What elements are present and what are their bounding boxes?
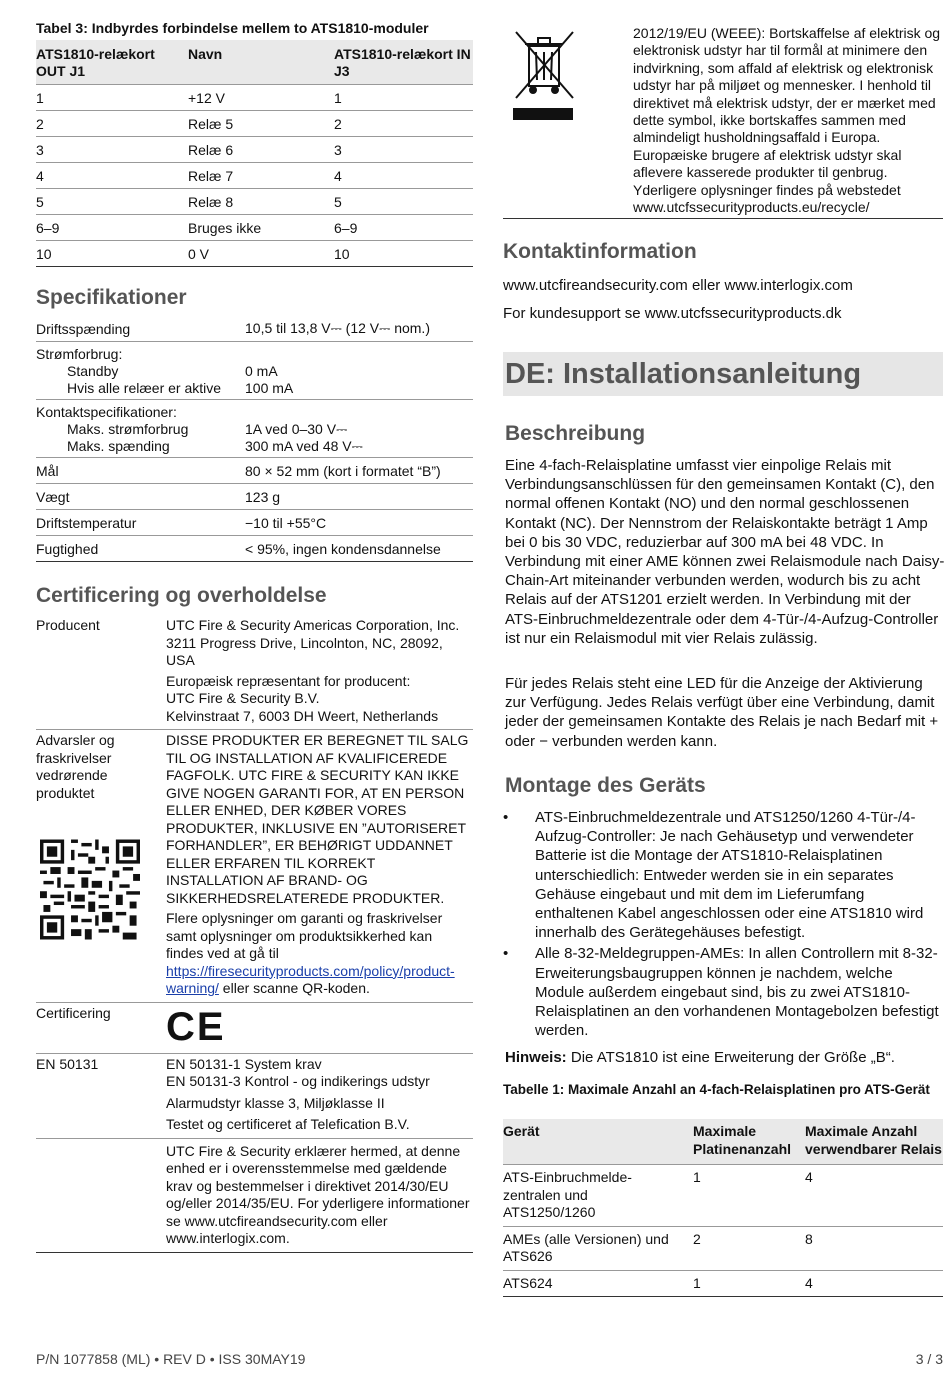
spec-row (36, 316, 473, 342)
weee-block (503, 20, 943, 219)
spec-value: 10,5 til 13,8 V⎓ (12 V⎓ nom.) (245, 320, 430, 336)
list-item-text: Alle 8-32-Meldegruppen-AMEs: In allen Controllern mit 8-32-Erweiterungsbaugruppen können je nachdem, welche Module außerdem eingebaut sind, bis zu zwei ATS1810-Relaisplatinen an den vorhandenen Montagebolzen befestigt werden. (535, 945, 939, 1040)
spec-row (36, 484, 473, 510)
table-cell: 4 (334, 163, 473, 189)
spec-value: < 95%, ingen kondensdannelse (245, 540, 441, 557)
table1-header: Maximale Platinenanzahl (693, 1119, 805, 1165)
producer-address: UTC Fire & Security Americas Corporation, Inc. 3211 Progress Drive, Lincolnton, NC, 28092, USA (166, 617, 460, 668)
cert-label: Certificering (36, 1004, 111, 1021)
specs-table (36, 316, 473, 562)
table-cell: ATS624 (503, 1270, 693, 1297)
de-title-band (503, 352, 943, 396)
table-row (36, 85, 473, 111)
table-cell: 8 (805, 1226, 943, 1270)
cert-label: EN 50131 (36, 1055, 99, 1072)
table-cell: 3 (36, 137, 188, 163)
contact-heading: Kontaktinformation (503, 240, 697, 263)
eu-rep-address: Kelvinstraat 7, 6003 DH Weert, Netherlands (166, 707, 439, 724)
table-row (36, 111, 473, 137)
spec-label: Driftsspænding (36, 320, 131, 337)
specs-heading: Specifikationer (36, 286, 187, 309)
spec-row (36, 458, 473, 484)
spec-label: Maks. strømforbrug (67, 421, 189, 437)
product-warning-link[interactable]: https://firesecurityproducts.com/policy/product-warning/ (166, 962, 455, 996)
spec-value: 123 g (245, 488, 281, 505)
table-cell: 2 (36, 111, 188, 137)
spec-label: Mål (36, 462, 59, 479)
table-cell: ATS-Einbruchmelde-zentralen und ATS1250/1260 (503, 1165, 693, 1227)
contact-support: For kundesupport se www.utcfssecurityproducts.dk (503, 305, 842, 322)
spec-label: Maks. spænding (67, 438, 170, 454)
table-cell: 5 (334, 189, 473, 215)
contact-websites: www.utcfireandsecurity.com eller www.interlogix.com (503, 277, 853, 294)
spec-label: Kontaktspecifikationer: (36, 404, 177, 420)
weee-text: 2012/19/EU (WEEE): Bortskaffelse af elektrisk og elektronisk udstyr har til formål at minimere den indvirkning, som affald af elektrisk og elektronisk udstyr har på miljøet og mennesker. I henhold til direktivet må elektrisk udstyr, der er mærket med dette symbol, ikke bortskaffes sammen med almindeligt husholdningsaffald i Europa. Europæiske brugere af elektrisk udstyr skal aflevere kasserede produkter til genbrug. Yderligere oplysninger findes på webstedet www.utcfssecurityproducts.eu/recycle/ (633, 25, 941, 216)
bullet: • (503, 945, 509, 963)
cert-row (36, 730, 473, 1003)
table-row (36, 137, 473, 163)
table1-header: Maximale Anzahl verwendbarer Relais (805, 1119, 943, 1165)
eu-rep-name: UTC Fire & Security B.V. (166, 690, 320, 706)
note-text: Die ATS1810 ist eine Erweiterung der Größe „B“. (566, 1049, 895, 1066)
table-cell: 1 (36, 85, 188, 111)
table-cell: 1 (693, 1165, 805, 1227)
spec-value: 80 × 52 mm (kort i formatet “B”) (245, 462, 441, 479)
mounting-heading: Montage des Geräts (505, 774, 706, 797)
table-cell: Relæ 6 (188, 137, 334, 163)
mounting-list (503, 808, 943, 1042)
list-item (503, 808, 943, 942)
spec-label: Hvis alle relæer er aktive (67, 380, 222, 396)
footer-page-number: 3 / 3 (915, 1351, 943, 1367)
list-item-text: ATS-Einbruchmeldezentrale und ATS1250/1260 4-Tür-/4-Aufzug-Controller: Je nach Gehäusetyp und verwendeter Batterie ist die Montage der ATS1810-Relaisplatinen unterschiedlich: Entweder werden sie in ein separates Gehäuse eingebaut und mit dem im Lieferumfang enthaltenen Kabel angeschlossen oder eine ATS1810 wird innerhalb des Gerätegehäuses befestigt. (535, 809, 924, 942)
cert-label: Producent (36, 617, 100, 633)
max-boards-table (503, 1119, 943, 1297)
table-cell: Relæ 7 (188, 163, 334, 189)
eu-rep-label: Europæisk repræsentant for producent: (166, 672, 411, 689)
table-row (503, 1270, 943, 1297)
spec-value: −10 til +55°C (245, 514, 327, 531)
table-cell: Relæ 8 (188, 189, 334, 215)
cert-heading: Certificering og overholdelse (36, 584, 327, 607)
table-row (36, 163, 473, 189)
spec-value: 100 mA (245, 380, 294, 396)
cert-row (36, 1139, 473, 1253)
footer-part-number: P/N 1077858 (ML) • REV D • ISS 30MAY19 (36, 1351, 306, 1367)
spec-label: Strømforbrug: (36, 346, 123, 362)
cert-table (36, 615, 473, 1253)
cert-row (36, 1003, 473, 1054)
standard-line: Alarmudstyr klasse 3, Miljøklasse II (166, 1094, 385, 1111)
table-cell: 2 (334, 111, 473, 137)
table-row (36, 189, 473, 215)
table-row (36, 241, 473, 267)
table-cell: 10 (334, 241, 473, 267)
table3-caption: Tabel 3: Indbyrdes forbindelse mellem to ATS1810-moduler (36, 20, 429, 36)
table-cell: +12 V (188, 85, 334, 111)
table-cell: 2 (693, 1226, 805, 1270)
qr-code-icon[interactable] (40, 832, 140, 947)
note-label: Hinweis: (505, 1049, 567, 1066)
table3-header-name: Navn (188, 40, 334, 85)
spec-value: 300 mA ved 48 V⎓ (245, 438, 363, 454)
table1-caption: Tabelle 1: Maximale Anzahl an 4-fach-Relaisplatinen pro ATS-Gerät (503, 1082, 930, 1097)
cert-row (36, 1054, 473, 1139)
standard-line: Testet og certificeret af Telefication B.V. (166, 1116, 410, 1132)
table-cell: Relæ 5 (188, 111, 334, 137)
table3-header-in: ATS1810-relækort IN J3 (334, 40, 473, 85)
standard-line: EN 50131-1 System krav (166, 1055, 322, 1072)
de-title: DE: Installationsanleitung (505, 358, 862, 390)
list-item (503, 944, 943, 1040)
table-cell: AMEs (alle Versionen) und ATS626 (503, 1226, 693, 1270)
spec-value: 0 mA (245, 363, 278, 379)
table-cell: 4 (805, 1165, 943, 1227)
spec-label: Fugtighed (36, 540, 99, 557)
description-heading: Beschreibung (505, 422, 646, 445)
table-cell: 10 (36, 241, 188, 267)
table-cell: 1 (693, 1270, 805, 1297)
table1-header: Gerät (503, 1119, 693, 1165)
table-cell: 0 V (188, 241, 334, 267)
table-cell: 6–9 (334, 215, 473, 241)
ce-mark-icon: CE (166, 1004, 226, 1049)
description-paragraph: Für jedes Relais steht eine LED für die Anzeige der Aktivierung zur Verfügung. Jedes Relais verfügt über eine Verbindung, damit jeder der gemeinsamen Kontakte des Relais je nach Bedarf mit + oder − verbunden werden kann. (505, 675, 939, 750)
spec-label: Vægt (36, 488, 70, 505)
bullet: • (503, 809, 509, 826)
warning-more-text: Flere oplysninger om garanti og fraskrivelser samt oplysninger om produktsikkerhed kan findes ved at gå til (166, 910, 443, 961)
table-row (503, 1226, 943, 1270)
interconnect-table (36, 40, 473, 267)
spec-row (36, 400, 473, 458)
note (505, 1048, 945, 1067)
table-row (36, 215, 473, 241)
spec-label: Standby (67, 363, 119, 379)
spec-row (36, 536, 473, 562)
table-row (503, 1165, 943, 1227)
table-cell: 1 (334, 85, 473, 111)
crossed-bin-icon (511, 26, 581, 122)
table3-header-out: ATS1810-relækort OUT J1 (36, 40, 188, 85)
warning-text: DISSE PRODUKTER ER BEREGNET TIL SALG TIL OG INSTALLATION AF KVALIFICEREDE FAGFOLK. UTC FIRE & SECURITY KAN IKKE GIVE NOGEN GARANTI FOR, AT EN PERSON ELLER ENHED, DER KØBER VORES PRODUKTER, INKLUSIVE EN ”AUTORISERET FORHANDLER”, ER BEHØRIGT UDDANNET ELLER ERFAREN TIL KORREKT INSTALLATION AF BRAND- OG SIKKERHEDSRELATEREDE PRODUKTER. (166, 732, 469, 906)
spec-row (36, 510, 473, 536)
table-cell: 6–9 (36, 215, 188, 241)
spec-value: 1A ved 0–30 V⎓ (245, 421, 348, 437)
cert-label: Advarsler og fraskrivelser vedrørende produktet (36, 732, 115, 801)
table-cell: 4 (36, 163, 188, 189)
standard-line: EN 50131-3 Kontrol - og indikerings udstyr (166, 1073, 430, 1089)
cert-row (36, 615, 473, 730)
warning-after-text: eller scanne QR-koden. (218, 980, 370, 996)
description-paragraph: Eine 4-fach-Relaisplatine umfasst vier einpolige Relais mit Verbindungsanschlüssen für den gemeinsamen Kontakt (C), den normal offenen Kontakt (NO) und den normal geschlossenen Kontakt (NC). Der Nennstrom der Relaiskontakte beträgt 1 Amp bei 0 bis 30 VDC, reduzierbar auf 300 mA bei 48 VDC. In Verbindung mit einer AME können zwei Relaismodule nach Daisy-Chain-Art miteinander verbunden werden, wodurch bis zu acht Relais auf der ATS1201 erzielt werden. In Verbindung mit der ATS-Einbruchmeldezentrale oder dem 4-Tür-/4-Aufzug-Controller ist nur ein Relaismodul mit vier Relais zulässig. (505, 457, 945, 647)
spec-label: Driftstemperatur (36, 514, 137, 531)
spec-row (36, 342, 473, 400)
table-cell: 3 (334, 137, 473, 163)
table-cell: Bruges ikke (188, 215, 334, 241)
declaration-text: UTC Fire & Security erklærer hermed, at denne enhed er i overensstemmelse med gældende krav og bestemmelser i direktivet 2014/30/EU og/eller 2014/35/EU. For yderligere informationer se www.utcfireandsecurity.com eller www.interlogix.com. (166, 1142, 470, 1246)
table-cell: 5 (36, 189, 188, 215)
table-cell: 4 (805, 1270, 943, 1297)
